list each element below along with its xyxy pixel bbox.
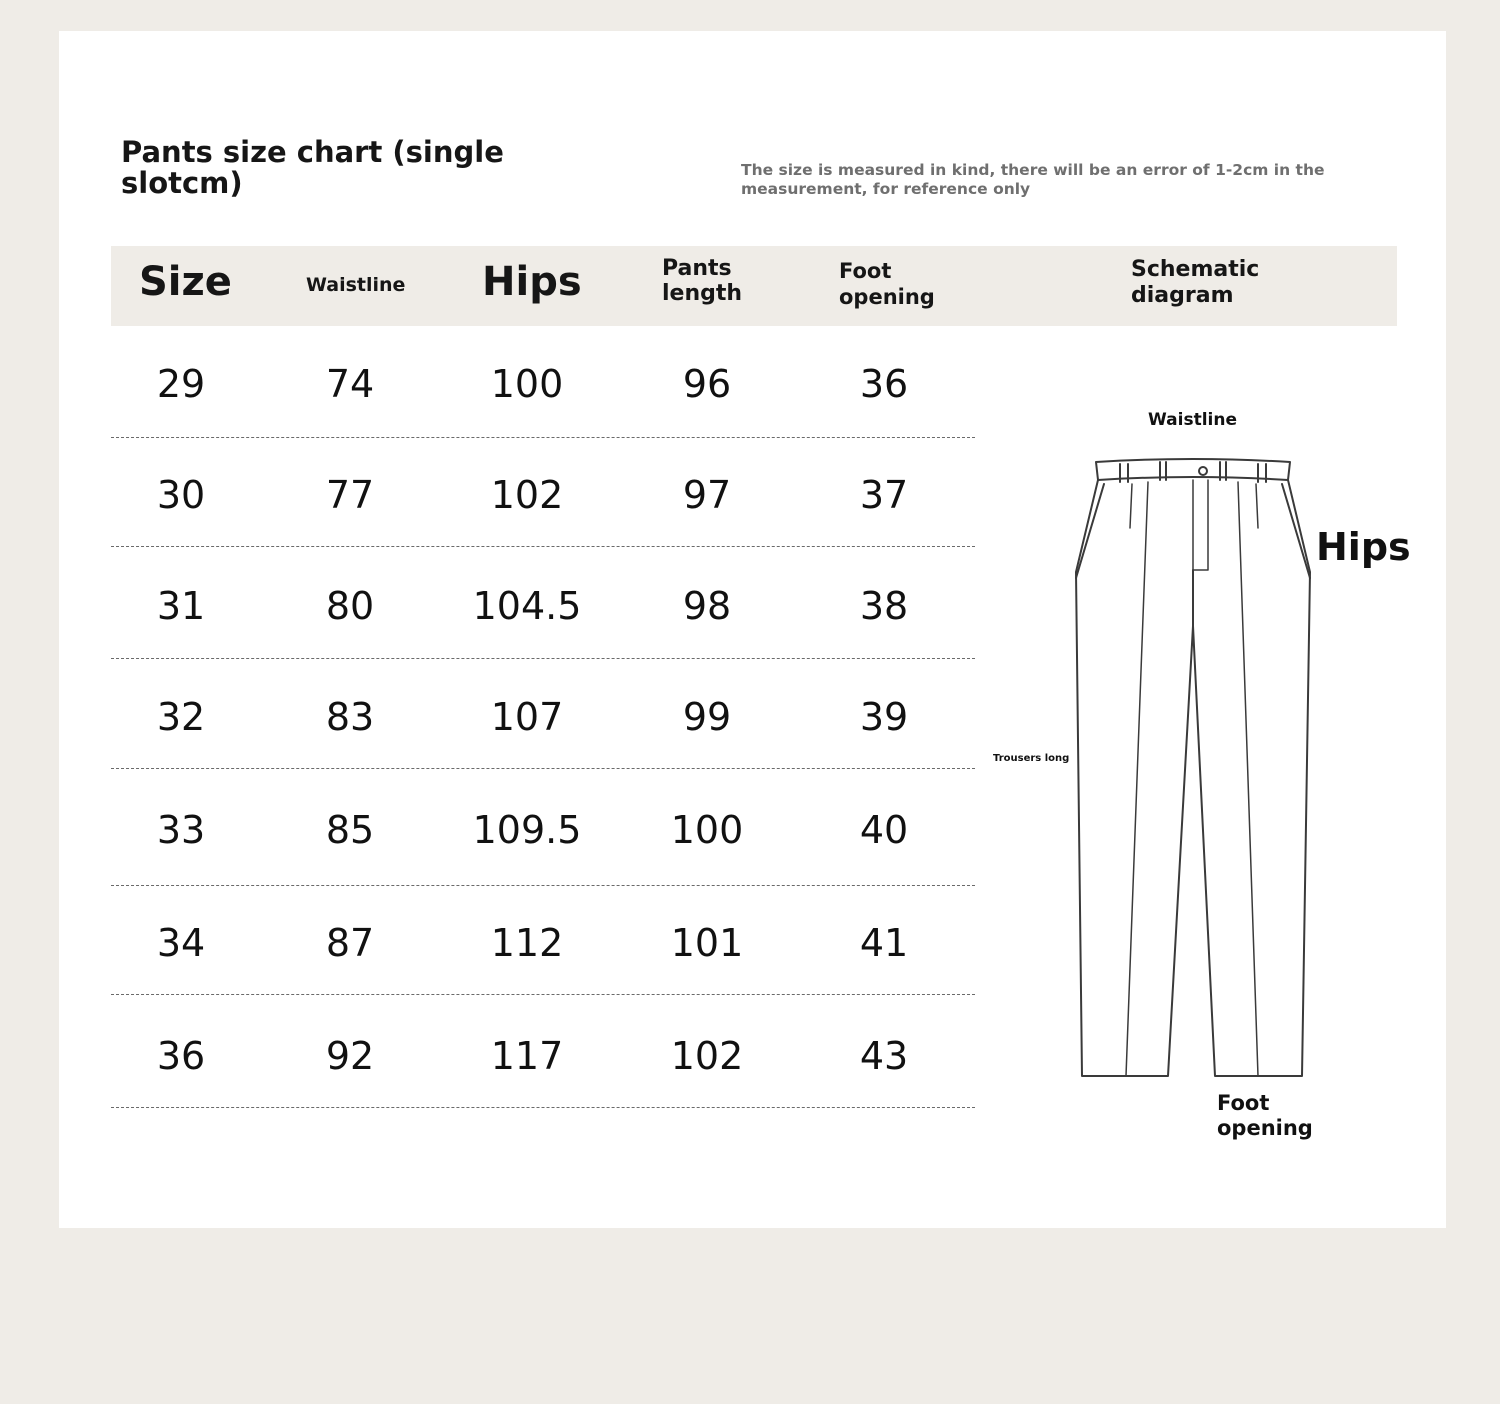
diagram-label-hips: Hips bbox=[1316, 525, 1411, 569]
cell-size: 30 bbox=[156, 473, 206, 517]
table-row bbox=[111, 695, 975, 739]
cell-waistline: 74 bbox=[325, 362, 375, 406]
cell-size: 32 bbox=[156, 695, 206, 739]
cell-size: 36 bbox=[156, 1034, 206, 1078]
cell-waistline: 83 bbox=[325, 695, 375, 739]
cell-hips: 109.5 bbox=[472, 808, 582, 852]
cell-foot-opening: 37 bbox=[859, 473, 909, 517]
diagram-label-waistline: Waistline bbox=[1148, 410, 1237, 430]
cell-hips: 112 bbox=[490, 921, 564, 965]
cell-size: 31 bbox=[156, 584, 206, 628]
header-waistline: Waistline bbox=[306, 274, 406, 296]
table-row bbox=[111, 362, 975, 406]
row-divider bbox=[111, 658, 975, 659]
table-row bbox=[111, 1034, 975, 1078]
cell-size: 29 bbox=[156, 362, 206, 406]
header-hips: Hips bbox=[482, 259, 582, 305]
cell-waistline: 87 bbox=[325, 921, 375, 965]
cell-foot-opening: 36 bbox=[859, 362, 909, 406]
cell-pants-length: 102 bbox=[670, 1034, 744, 1078]
header-foot-opening: Foot opening bbox=[839, 259, 935, 309]
cell-foot-opening: 43 bbox=[859, 1034, 909, 1078]
table-row bbox=[111, 808, 975, 852]
cell-size: 33 bbox=[156, 808, 206, 852]
cell-size: 34 bbox=[156, 921, 206, 965]
cell-pants-length: 101 bbox=[670, 921, 744, 965]
row-divider bbox=[111, 994, 975, 995]
row-divider bbox=[111, 1107, 975, 1108]
cell-waistline: 85 bbox=[325, 808, 375, 852]
table-row bbox=[111, 473, 975, 517]
cell-hips: 100 bbox=[490, 362, 564, 406]
cell-waistline: 77 bbox=[325, 473, 375, 517]
cell-hips: 107 bbox=[490, 695, 564, 739]
row-divider bbox=[111, 885, 975, 886]
page-title: Pants size chart (single slotcm) bbox=[121, 135, 504, 200]
header-size: Size bbox=[139, 259, 232, 305]
cell-hips: 104.5 bbox=[472, 584, 582, 628]
cell-pants-length: 98 bbox=[682, 584, 732, 628]
measurement-note: The size is measured in kind, there will be an error of 1-2cm in the measurement, for reference only bbox=[741, 161, 1325, 198]
cell-hips: 117 bbox=[490, 1034, 564, 1078]
header-schematic-diagram: Schematic diagram bbox=[1131, 257, 1260, 308]
cell-waistline: 92 bbox=[325, 1034, 375, 1078]
row-divider bbox=[111, 546, 975, 547]
cell-waistline: 80 bbox=[325, 584, 375, 628]
row-divider bbox=[111, 768, 975, 769]
cell-pants-length: 100 bbox=[670, 808, 744, 852]
row-divider bbox=[111, 437, 975, 438]
diagram-label-foot-opening: Foot opening bbox=[1217, 1091, 1313, 1140]
cell-pants-length: 96 bbox=[682, 362, 732, 406]
cell-foot-opening: 40 bbox=[859, 808, 909, 852]
cell-pants-length: 99 bbox=[682, 695, 732, 739]
pants-outline-icon bbox=[1060, 440, 1340, 1090]
cell-foot-opening: 39 bbox=[859, 695, 909, 739]
cell-foot-opening: 38 bbox=[859, 584, 909, 628]
cell-hips: 102 bbox=[490, 473, 564, 517]
cell-pants-length: 97 bbox=[682, 473, 732, 517]
table-row bbox=[111, 921, 975, 965]
cell-foot-opening: 41 bbox=[859, 921, 909, 965]
diagram-label-trousers-long: Trousers long bbox=[993, 753, 1070, 764]
header-pants-length: Pants length bbox=[662, 256, 743, 306]
table-row bbox=[111, 584, 975, 628]
